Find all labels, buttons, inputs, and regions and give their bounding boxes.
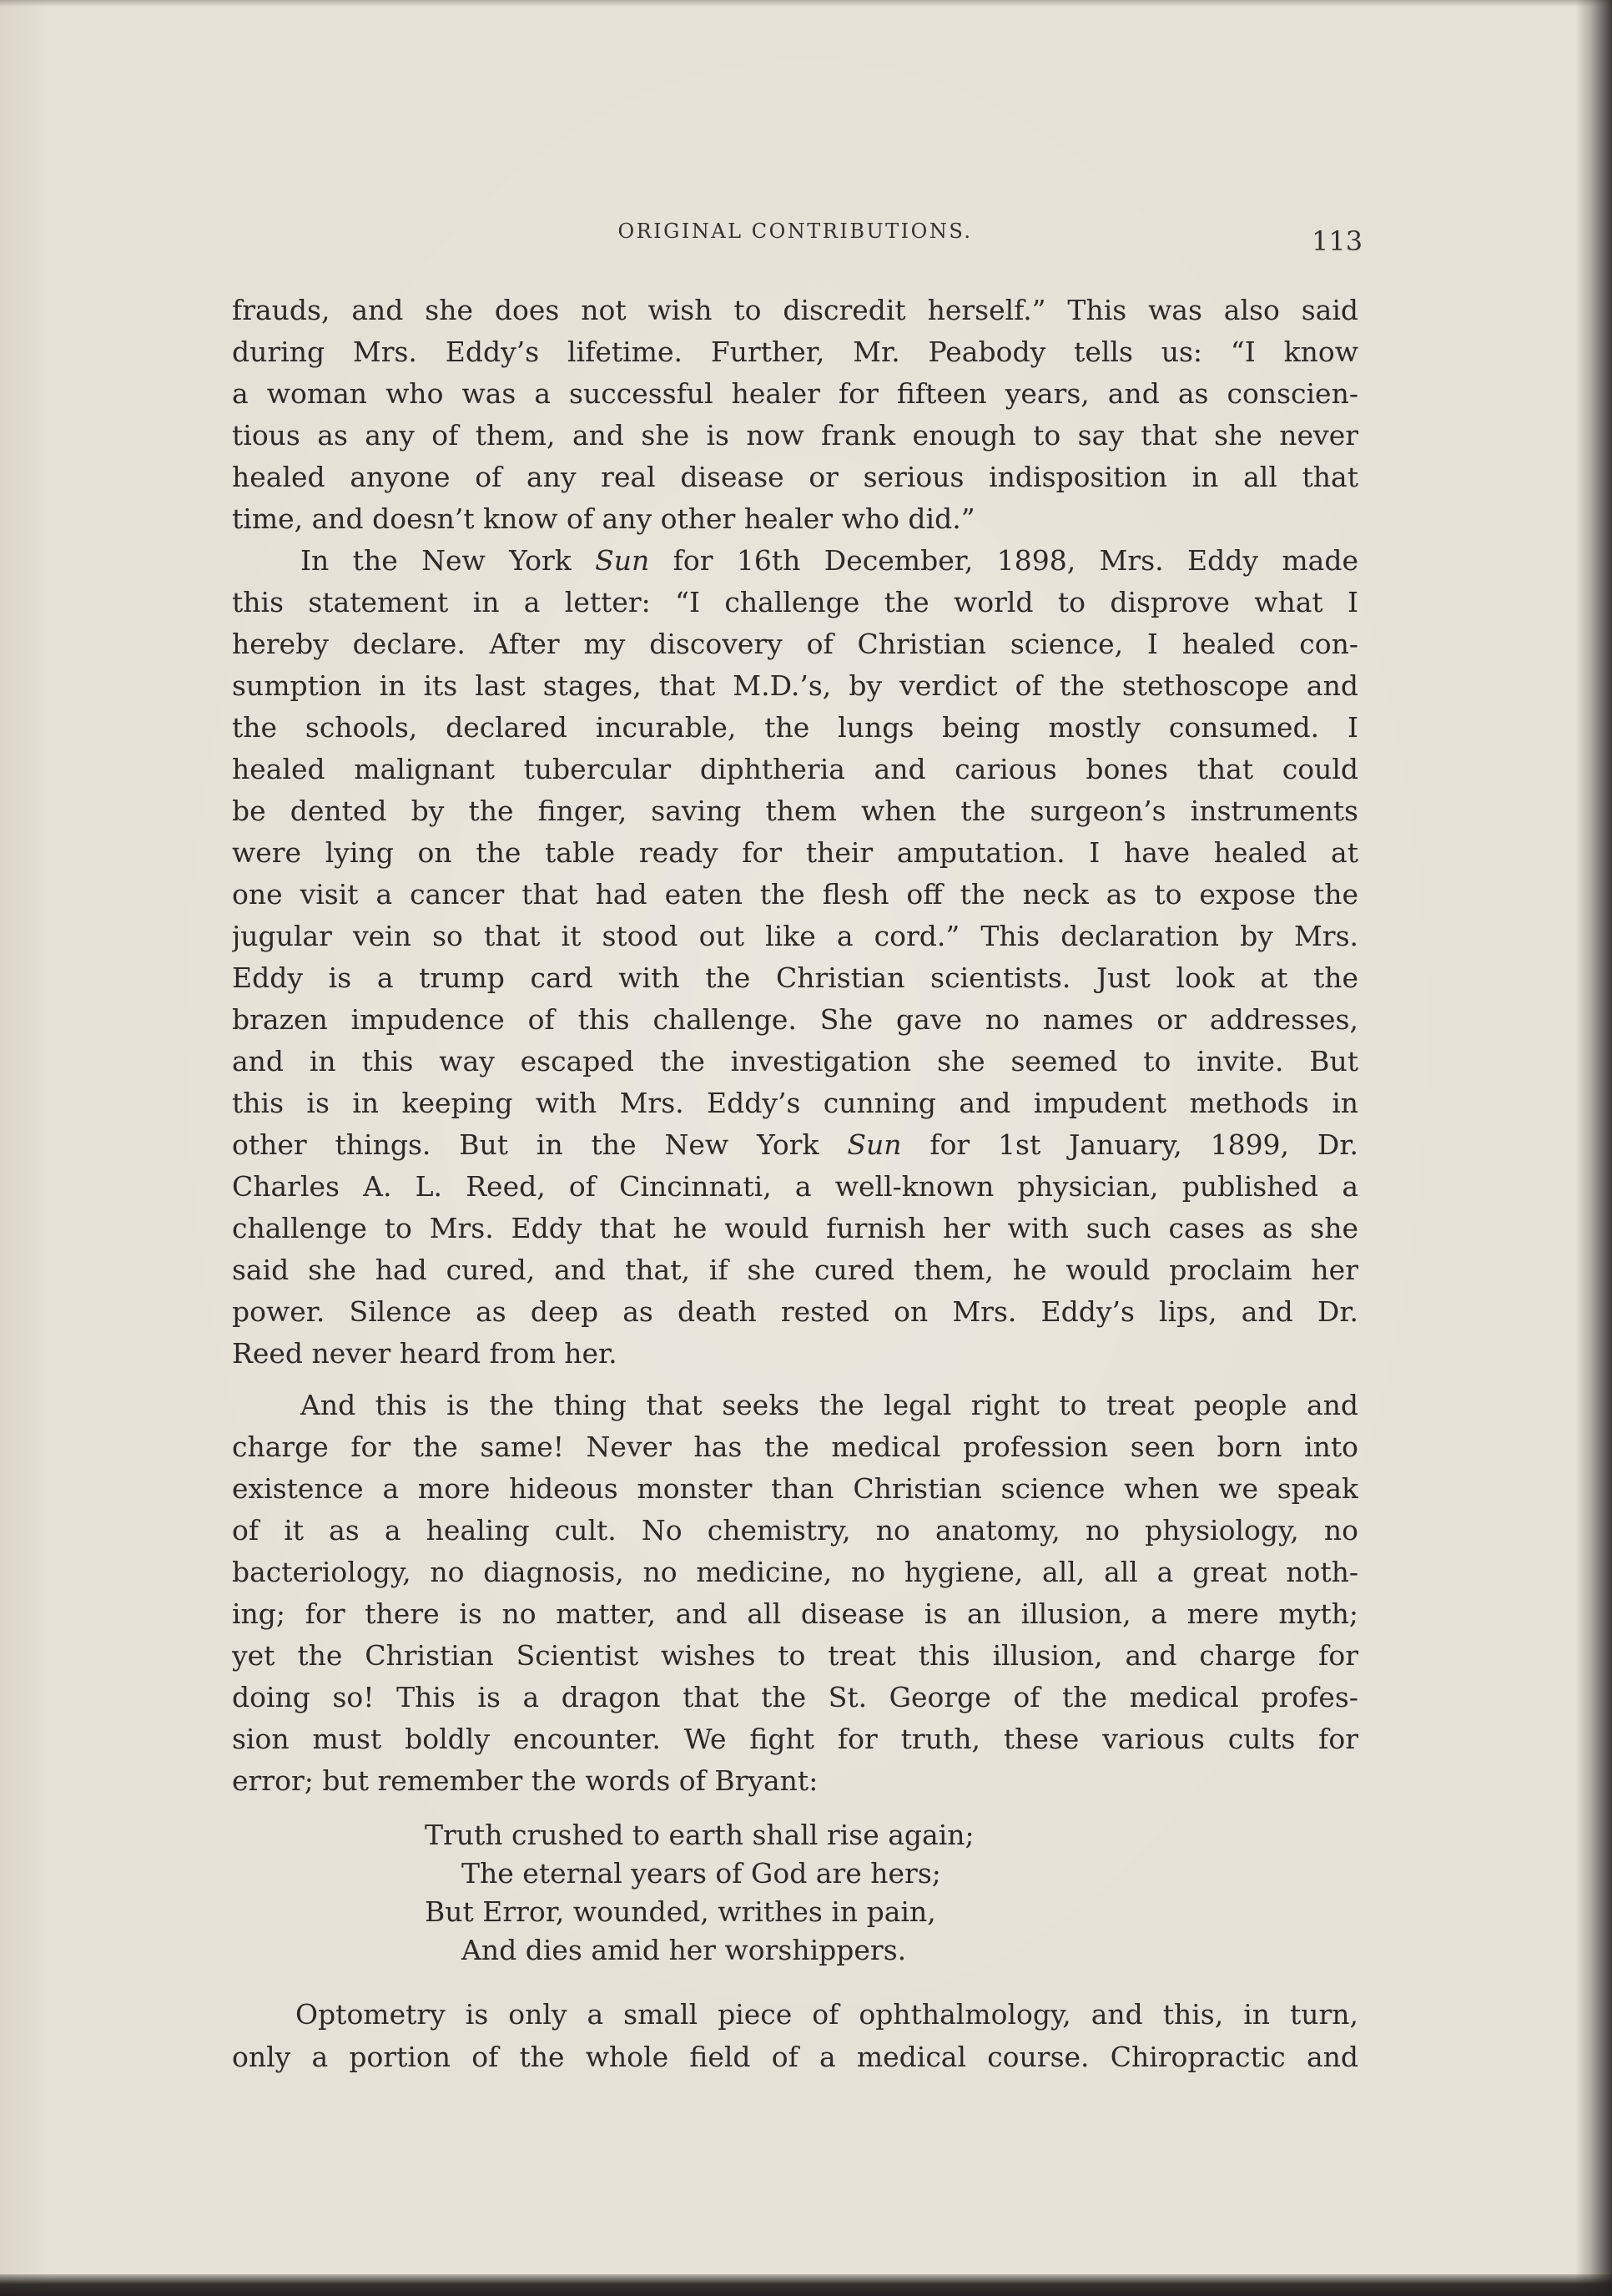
poem-quotation (232, 1816, 1358, 1970)
text-line: frauds, and she does not wish to discredit herself.” This was also said (232, 294, 1358, 326)
poem-line: The eternal years of God are hers; (461, 1857, 941, 1890)
text-line: brazen impudence of this challenge. She gave no names or addresses, (232, 1003, 1358, 1036)
text-line: Reed never heard from her. (232, 1337, 617, 1370)
text-line: challenge to Mrs. Eddy that he would furnish her with such cases as she (232, 1212, 1358, 1244)
text-segment: other things. But in the New York (232, 1128, 848, 1161)
text-line: said she had cured, and that, if she cured them, he would proclaim her (232, 1254, 1358, 1286)
text-line: And this is the thing that seeks the legal right to treat people and (300, 1389, 1358, 1421)
text-line: and in this way escaped the investigation she seemed to invite. But (232, 1045, 1358, 1077)
poem-line: Truth crushed to earth shall rise again; (425, 1819, 975, 1851)
text-segment: In the New York (300, 544, 596, 577)
text-line: healed anyone of any real disease or serious indisposition in all that (232, 461, 1358, 493)
page-edge-bottom-shadow (0, 2274, 1612, 2296)
text-line: the schools, declared incurable, the lungs being mostly consumed. I (232, 711, 1358, 744)
text-line: time, and doesn’t know of any other healer who did.” (232, 502, 975, 535)
text-segment: for 16th December, 1898, Mrs. Eddy made (649, 544, 1358, 577)
text-line: be dented by the finger, saving them when the surgeon’s instruments (232, 795, 1358, 827)
text-line: yet the Christian Scientist wishes to treat this illusion, and charge for (232, 1639, 1358, 1672)
text-line: ing; for there is no matter, and all disease is an illusion, a mere myth; (232, 1597, 1358, 1630)
text-line: during Mrs. Eddy’s lifetime. Further, Mr. Peabody tells us: “I know (232, 336, 1358, 368)
text-line: Charles A. L. Reed, of Cincinnati, a well-known physician, published a (232, 1170, 1358, 1203)
italic-newspaper-title: Sun (847, 1128, 902, 1161)
page-number: 113 (1312, 225, 1363, 257)
poem-line: But Error, wounded, writhes in pain, (425, 1895, 936, 1928)
paragraph (232, 1993, 1358, 2078)
text-segment: for 1st January, 1899, Dr. (901, 1128, 1358, 1161)
paragraph (232, 290, 1358, 540)
text-line: charge for the same! Never has the medical profession seen born into (232, 1431, 1358, 1463)
text-line: Optometry is only a small piece of ophthalmology, and this, in turn, (295, 1998, 1358, 2031)
text-line: jugular vein so that it stood out like a cord.” This declaration by Mrs. (232, 920, 1358, 952)
page-edge-top-shadow (0, 0, 1612, 7)
paragraph (232, 1385, 1358, 1802)
text-line (232, 1124, 1358, 1166)
article-body (232, 290, 1358, 2078)
text-line: Eddy is a trump card with the Christian scientists. Just look at the (232, 961, 1358, 994)
text-line: error; but remember the words of Bryant: (232, 1764, 819, 1797)
running-head: ORIGINAL CONTRIBUTIONS. (617, 220, 973, 243)
text-line (232, 540, 1358, 582)
text-line: existence a more hideous monster than Christian science when we speak (232, 1472, 1358, 1505)
text-line: bacteriology, no diagnosis, no medicine, no hygiene, all, all a great noth- (232, 1556, 1358, 1588)
text-line: hereby declare. After my discovery of Christian science, I healed con- (232, 628, 1358, 660)
text-line: sumption in its last stages, that M.D.’s, by verdict of the stethoscope and (232, 669, 1358, 702)
text-line: a woman who was a successful healer for fifteen years, and as conscien- (232, 377, 1358, 410)
text-line: this statement in a letter: “I challenge the world to disprove what I (232, 586, 1358, 618)
text-line: were lying on the table ready for their amputation. I have healed at (232, 836, 1358, 869)
text-line: sion must boldly encounter. We fight for truth, these various cults for (232, 1723, 1358, 1755)
text-line: healed malignant tubercular diphtheria and carious bones that could (232, 753, 1358, 785)
text-line: of it as a healing cult. No chemistry, no anatomy, no physiology, no (232, 1514, 1358, 1547)
poem-line: And dies amid her worshippers. (461, 1934, 907, 1966)
text-line: power. Silence as deep as death rested on Mrs. Eddy’s lips, and Dr. (232, 1295, 1358, 1328)
paragraph (232, 540, 1358, 1375)
text-line: one visit a cancer that had eaten the flesh off the neck as to expose the (232, 878, 1358, 911)
text-line: only a portion of the whole field of a medical course. Chiropractic and (232, 2041, 1358, 2073)
text-line: tious as any of them, and she is now frank enough to say that she never (232, 419, 1358, 452)
text-line: doing so! This is a dragon that the St. George of the medical profes- (232, 1681, 1358, 1713)
text-line: this is in keeping with Mrs. Eddy’s cunning and impudent methods in (232, 1087, 1358, 1119)
page-edge-right-shadow (1575, 0, 1612, 2296)
italic-newspaper-title: Sun (595, 544, 650, 577)
